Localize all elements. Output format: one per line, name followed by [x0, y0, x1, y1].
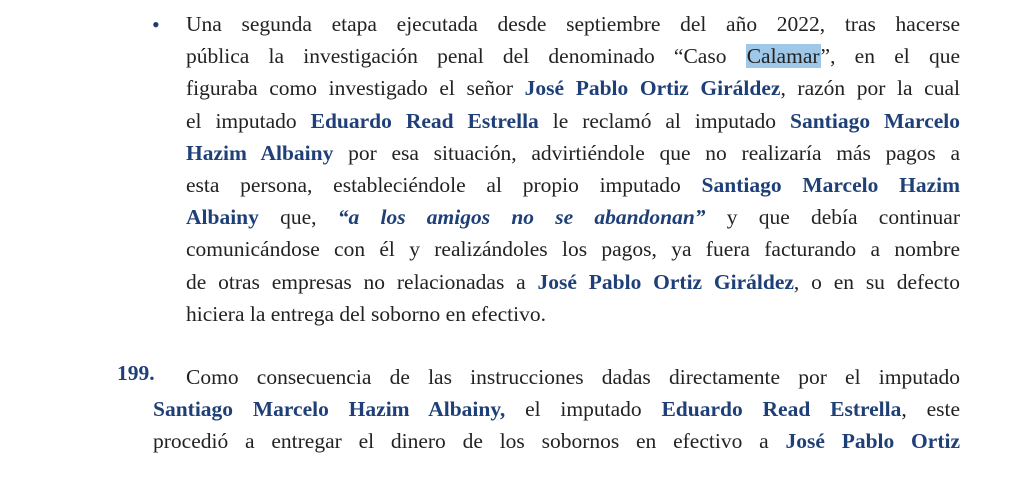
bold-name: José Pablo Ortiz Giráldez: [524, 76, 781, 101]
text-line: [186, 105, 960, 137]
paragraph-number: 199.: [117, 361, 155, 385]
text-run: comunicándose con él y realizándoles los pagos, ya fuera facturando a nombre: [186, 237, 960, 262]
text-line: [186, 201, 960, 233]
text-run: de otras empresas no relacionadas a: [186, 269, 538, 294]
text-run: que,: [258, 205, 338, 230]
bold-name: Santiago Marcelo: [790, 108, 961, 133]
highlighted-text: Calamar: [746, 44, 820, 69]
text-run: figuraba como investigado el señor: [186, 76, 525, 101]
bold-name: Eduardo Read Estrella: [661, 397, 902, 422]
text-line: [153, 425, 960, 457]
text-run: por esa situación, advirtiéndole que no realizaría más pagos a: [333, 140, 961, 165]
bold-name: Santiago Marcelo Hazim Albainy,: [153, 397, 506, 422]
text-run: , razón por la cual: [780, 76, 960, 101]
text-run: , o en su defecto: [793, 269, 961, 294]
bold-name: Santiago Marcelo Hazim: [701, 173, 960, 197]
text-run: hiciera la entrega del soborno en efectivo.: [186, 301, 546, 326]
text-run: Como consecuencia de las instrucciones dadas directamente por el imputado: [186, 365, 960, 389]
text-line: [186, 137, 960, 169]
text-run: le reclamó al imputado: [538, 108, 791, 133]
quoted-text: “a los amigos no se abandonan”: [337, 205, 706, 230]
text-line: [186, 298, 960, 330]
text-run: ”, en el que: [820, 44, 960, 69]
text-run: Una segunda etapa ejecutada desde septiembre del año 2022, tras hacerse: [186, 12, 960, 36]
text-line: [186, 266, 960, 298]
text-run: el imputado: [186, 108, 311, 133]
text-line: [186, 233, 960, 265]
text-line: [186, 361, 960, 393]
text-line: [186, 8, 960, 40]
text-line: [186, 169, 960, 201]
bold-name: José Pablo Ortiz Giráldez: [537, 269, 794, 294]
bold-name: Hazim Albainy: [186, 140, 334, 165]
text-line: [186, 72, 960, 104]
text-line: [153, 393, 960, 425]
bold-name: Albainy: [186, 205, 259, 230]
bold-name: José Pablo Ortiz: [785, 429, 960, 454]
bullet-marker: •: [152, 12, 160, 37]
text-run: el imputado: [505, 397, 662, 422]
text-run: procedió a entregar el dinero de los sobornos en efectivo a: [153, 429, 786, 454]
text-run: pública la investigación penal del denominado “Caso: [186, 44, 746, 69]
text-run: esta persona, estableciéndole al propio imputado: [186, 173, 702, 197]
text-run: y que debía continuar: [705, 205, 960, 230]
bold-name: Eduardo Read Estrella: [310, 108, 539, 133]
text-line: [186, 40, 960, 72]
text-run: , este: [901, 397, 960, 422]
